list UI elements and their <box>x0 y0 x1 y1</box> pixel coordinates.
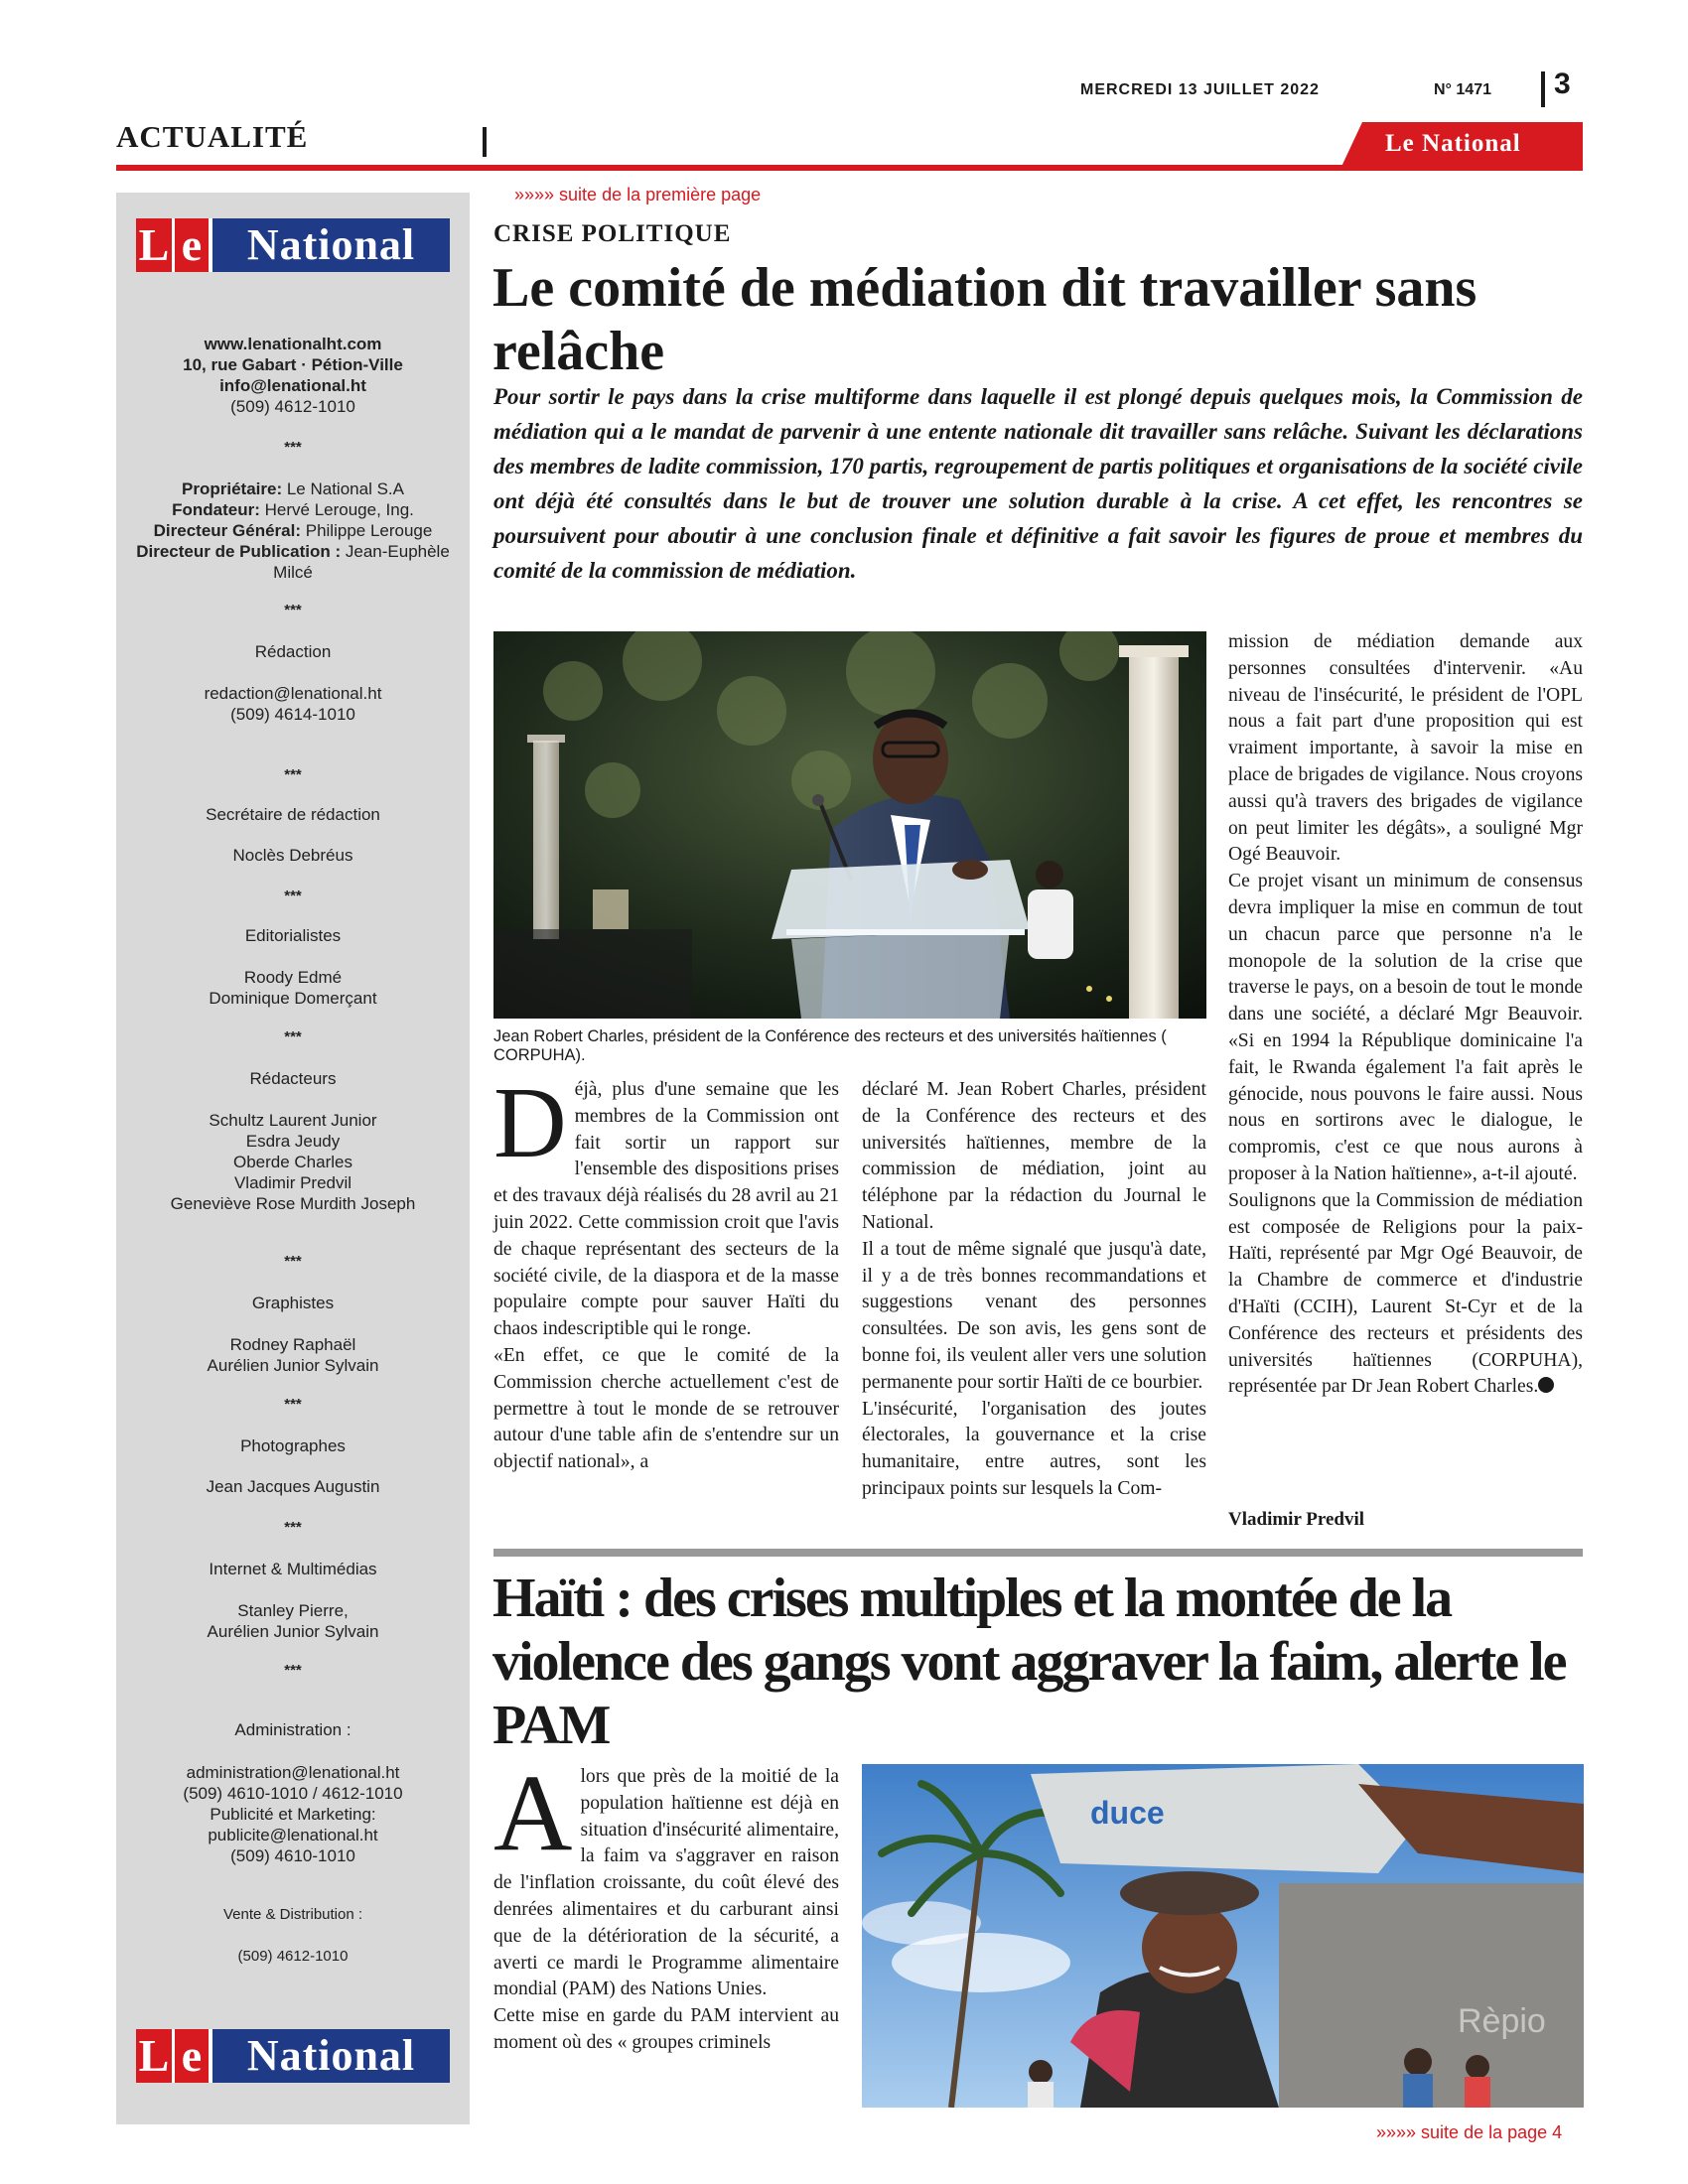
separator: *** <box>284 1396 302 1413</box>
admin-heading: Administration : <box>234 1720 352 1739</box>
secretaire-heading: Secrétaire de rédaction <box>206 805 380 824</box>
speaker-photo <box>493 631 1206 1019</box>
article-kicker: CRISE POLITIQUE <box>493 220 732 247</box>
founder: Hervé Lerouge, Ing. <box>264 500 414 519</box>
paragraph: lors que près de la moitié de la population haïtienne est déjà en situation d'insécurité alimentaire, la faim va s'aggraver en raison de l'inflation croissante, du coût élevé des denrées alimentaires et du carburant ainsi que de la détérioration de la sécurité, a averti ce mardi le Programme alimentaire mondial (PAM) des Nations Unies. <box>493 1766 839 2000</box>
email-link[interactable]: info@lenational.ht <box>219 376 366 395</box>
paragraph: «En effet, ce que le comité de la Commission cherche actuellement c'est de permettre à tout le monde de se retrouver autour d'une table afin de s'entendre sur un objectif national», a <box>493 1344 839 1473</box>
article-headline: Le comité de médiation dit travailler sans relâche <box>492 257 1477 382</box>
paragraph: éjà, plus d'une semaine que les membres de la Commission ont fait sortir un rapport sur l'ensemble des dispositions prises et des travaux déjà réalisés du 28 avril au 21 juin 2022. Cette commission croit que l'avis de chaque représentant des secteurs de la société civile, de la diaspora et de la masse populaire compte pour sauver Haïti du chaos indescriptible qui le ronge. <box>493 1079 839 1340</box>
internet-heading: Internet & Multimédias <box>209 1560 377 1578</box>
marketing-phone: (509) 4610-1010 <box>230 1846 355 1865</box>
dg: Philippe Lerouge <box>305 521 433 540</box>
article-lede: Pour sortir le pays dans la crise multiforme dans laquelle il est plongé depuis quelques mois, la Commission de médiation qui a le mandat de parvenir à une entente nationale dit travailler sans relâche. Suivant les déclarations des membres de ladite commission, 170 partis, regroupement de partis politiques et organisations de la société civile ont déjà été consultés dans le but de trouver une solution durable à la crise. A cet effet, les rencontres se poursuivent pour aboutir à une conclusion finale et définitive a fait savoir les figures de proue et membres du comité de la commission de médiation. <box>493 384 1583 583</box>
editorialistes-list <box>116 967 470 1009</box>
internet-list <box>116 1600 470 1642</box>
list-item: Vladimir Predvil <box>233 1173 352 1192</box>
separator: *** <box>284 1253 302 1270</box>
section-divider <box>483 127 487 157</box>
paragraph: Cette mise en garde du PAM intervient au moment où des « groupes criminels <box>493 2005 839 2053</box>
separator: *** <box>284 439 302 456</box>
graphistes-list <box>116 1334 470 1376</box>
dp-label: Directeur de Publication : <box>136 542 342 561</box>
logo-letter-e: e <box>175 218 209 272</box>
dp: Jean-Euphèle Milcé <box>273 542 450 582</box>
article-column-2 <box>862 1077 1206 1503</box>
article-column-1 <box>493 1067 839 1476</box>
svg-text:duce: duce <box>1090 1795 1165 1831</box>
article-headline-2: Haïti : des crises multiples et la montée de la violence des gangs vont aggraver la faim, alerte le PAM <box>492 1568 1566 1756</box>
logo-letter-e: e <box>175 2029 209 2083</box>
admin-phone: (509) 4610-1010 / 4612-1010 <box>183 1784 403 1803</box>
founder-label: Fondateur: <box>172 500 260 519</box>
paragraph: L'insécurité, l'organisation des joutes électorales, la gouvernance et la crise humanitaire, entre autres, sont les principaux points sur lesquels la Com- <box>862 1398 1206 1499</box>
article-byline: Vladimir Predvil <box>1228 1509 1365 1530</box>
list-item: Stanley Pierre, <box>237 1601 349 1620</box>
drop-cap: D <box>493 1067 567 1179</box>
newspaper-logo <box>136 218 450 272</box>
marketing-label: Publicité et Marketing: <box>210 1805 376 1824</box>
vente-phone: (509) 4612-1010 <box>237 1948 349 1965</box>
paragraph: mission de médiation demande aux personnes consultées d'intervenir. «Au niveau de l'insécurité, le président de l'OPL nous a fait part d'une proposition qui est vraiment importante, à savoir la mise en place de brigades de vigilance. Nous croyons aussi qu'à travers des brigades de vigilance on peut limiter les dégâts», a souligné Mgr Ogé Beauvoir. <box>1228 631 1583 866</box>
paragraph: Il a tout de même signalé que jusqu'à date, il y a de très bonnes recommandations et suggestions venant des personnes consultées. De son avis, les gens sont de bonne foi, ils veulent aller vers une solution permanente pour sortir Haïti de ce bourbier. <box>862 1238 1206 1393</box>
list-item: Geneviève Rose Murdith Joseph <box>170 1194 416 1213</box>
redaction-email[interactable]: redaction@lenational.ht <box>204 684 382 703</box>
address: 10, rue Gabart · Pétion-Ville <box>183 355 403 374</box>
logo-word: National <box>212 218 450 272</box>
drop-cap: A <box>493 1752 573 1873</box>
list-item: Oberde Charles <box>232 1153 352 1171</box>
article-divider <box>493 1549 1583 1557</box>
list-item: Aurélien Junior Sylvain <box>207 1622 379 1641</box>
redaction-phone: (509) 4614-1010 <box>230 705 355 724</box>
issue-number: N° 1471 <box>1434 81 1491 98</box>
admin-contact <box>116 1762 470 1866</box>
redaction-heading: Rédaction <box>254 642 332 661</box>
list-item: Schultz Laurent Junior <box>209 1111 377 1130</box>
page-number: 3 <box>1554 68 1571 100</box>
separator: *** <box>284 1519 302 1536</box>
redaction-contact <box>116 683 470 725</box>
separator: *** <box>284 1662 302 1679</box>
newspaper-logo-bottom <box>136 2029 450 2083</box>
dg-label: Directeur Général: <box>153 521 301 540</box>
admin-email[interactable]: administration@lenational.ht <box>186 1763 400 1782</box>
list-item: Aurélien Junior Sylvain <box>207 1356 379 1375</box>
logo-letter-l: L <box>136 218 172 272</box>
vente-heading: Vente & Distribution : <box>222 1906 363 1923</box>
paragraph: Ce projet visant un minimum de consensus devra impliquer la mise en commun de tout un chacun parce que personne n'a le monopole de la solution de la crise que traverse le pays, on a besoin de tout le monde dans une société, a déclaré Mgr Beauvoir. «Si en 1994 la République dominicaine l'a fait, le Rwanda également l'a fait après le génocide, nous pouvons le faire aussi. Nous nous en sortirons avec le dialogue, le compromis, c'est ce que nous aurons à proposer à la Nation haïtienne», a-t-il ajouté. <box>1228 871 1583 1184</box>
phone: (509) 4612-1010 <box>230 397 355 416</box>
logo-letter-l: L <box>136 2029 172 2083</box>
food-aid-photo <box>862 1764 1584 2108</box>
photo-caption: Jean Robert Charles, président de la Conférence des recteurs et des universités haïtiennes ( CORPUHA). <box>493 1027 1167 1064</box>
separator: *** <box>284 766 302 783</box>
list-item: Roody Edmé <box>243 968 343 987</box>
svg-text:Rèpio: Rèpio <box>1458 2002 1546 2040</box>
contact-block <box>116 334 470 417</box>
ownership-block <box>116 478 470 583</box>
redacteurs-heading: Rédacteurs <box>249 1069 337 1088</box>
brand-tag-label: Le National <box>1385 130 1521 157</box>
list-item: Esdra Jeudy <box>245 1132 341 1151</box>
list-item: Dominique Domerçant <box>209 989 377 1008</box>
article-column-3 <box>1228 629 1583 1401</box>
paragraph: Soulignons que la Commission de médiation est composée de Religions pour la paix-Haïti, représenté par Mgr Ogé Beauvoir, de la Chambre de commerce et d'industrie d'Haïti (CCIH), Laurent St-Cyr et de la Conférence des recteurs et présidents des universités haïtiennes (CORPUHA), représentée par Dr Jean Robert Charles. <box>1228 1189 1583 1398</box>
article2-column-1 <box>493 1752 839 2057</box>
logo-word: National <box>212 2029 450 2083</box>
graphistes-heading: Graphistes <box>251 1294 335 1312</box>
separator: *** <box>284 887 302 904</box>
food-aid-photo-illustration <box>862 1764 1584 2108</box>
section-title: ACTUALITÉ <box>116 119 309 154</box>
separator: *** <box>284 602 302 618</box>
redacteurs-list <box>116 1110 470 1214</box>
owner-label: Propriétaire: <box>182 479 283 498</box>
continued-from-link[interactable]: »»»» suite de la première page <box>514 185 762 205</box>
end-of-article-icon <box>1538 1377 1554 1393</box>
website-link[interactable]: www.lenationalht.com <box>204 335 382 353</box>
separator: *** <box>284 1028 302 1045</box>
marketing-email[interactable]: publicite@lenational.ht <box>208 1826 378 1844</box>
issue-date: MERCREDI 13 JUILLET 2022 <box>1080 81 1320 98</box>
list-item: Rodney Raphaël <box>229 1335 356 1354</box>
editorialistes-heading: Editorialistes <box>244 926 342 945</box>
photographes-name: Jean Jacques Augustin <box>206 1477 380 1496</box>
photographes-heading: Photographes <box>240 1436 346 1455</box>
page-number-divider <box>1541 71 1545 107</box>
secretaire-name: Noclès Debréus <box>232 846 353 865</box>
continued-on-link[interactable]: »»»» suite de la page 4 <box>1376 2122 1563 2142</box>
paragraph: déclaré M. Jean Robert Charles, président de la Conférence des recteurs et des universités haïtiennes, membre de la commission de médiation, joint au téléphone par la rédaction du Journal le National. <box>862 1079 1206 1233</box>
speaker-photo-illustration <box>493 631 1206 1019</box>
owner: Le National S.A <box>286 479 404 498</box>
